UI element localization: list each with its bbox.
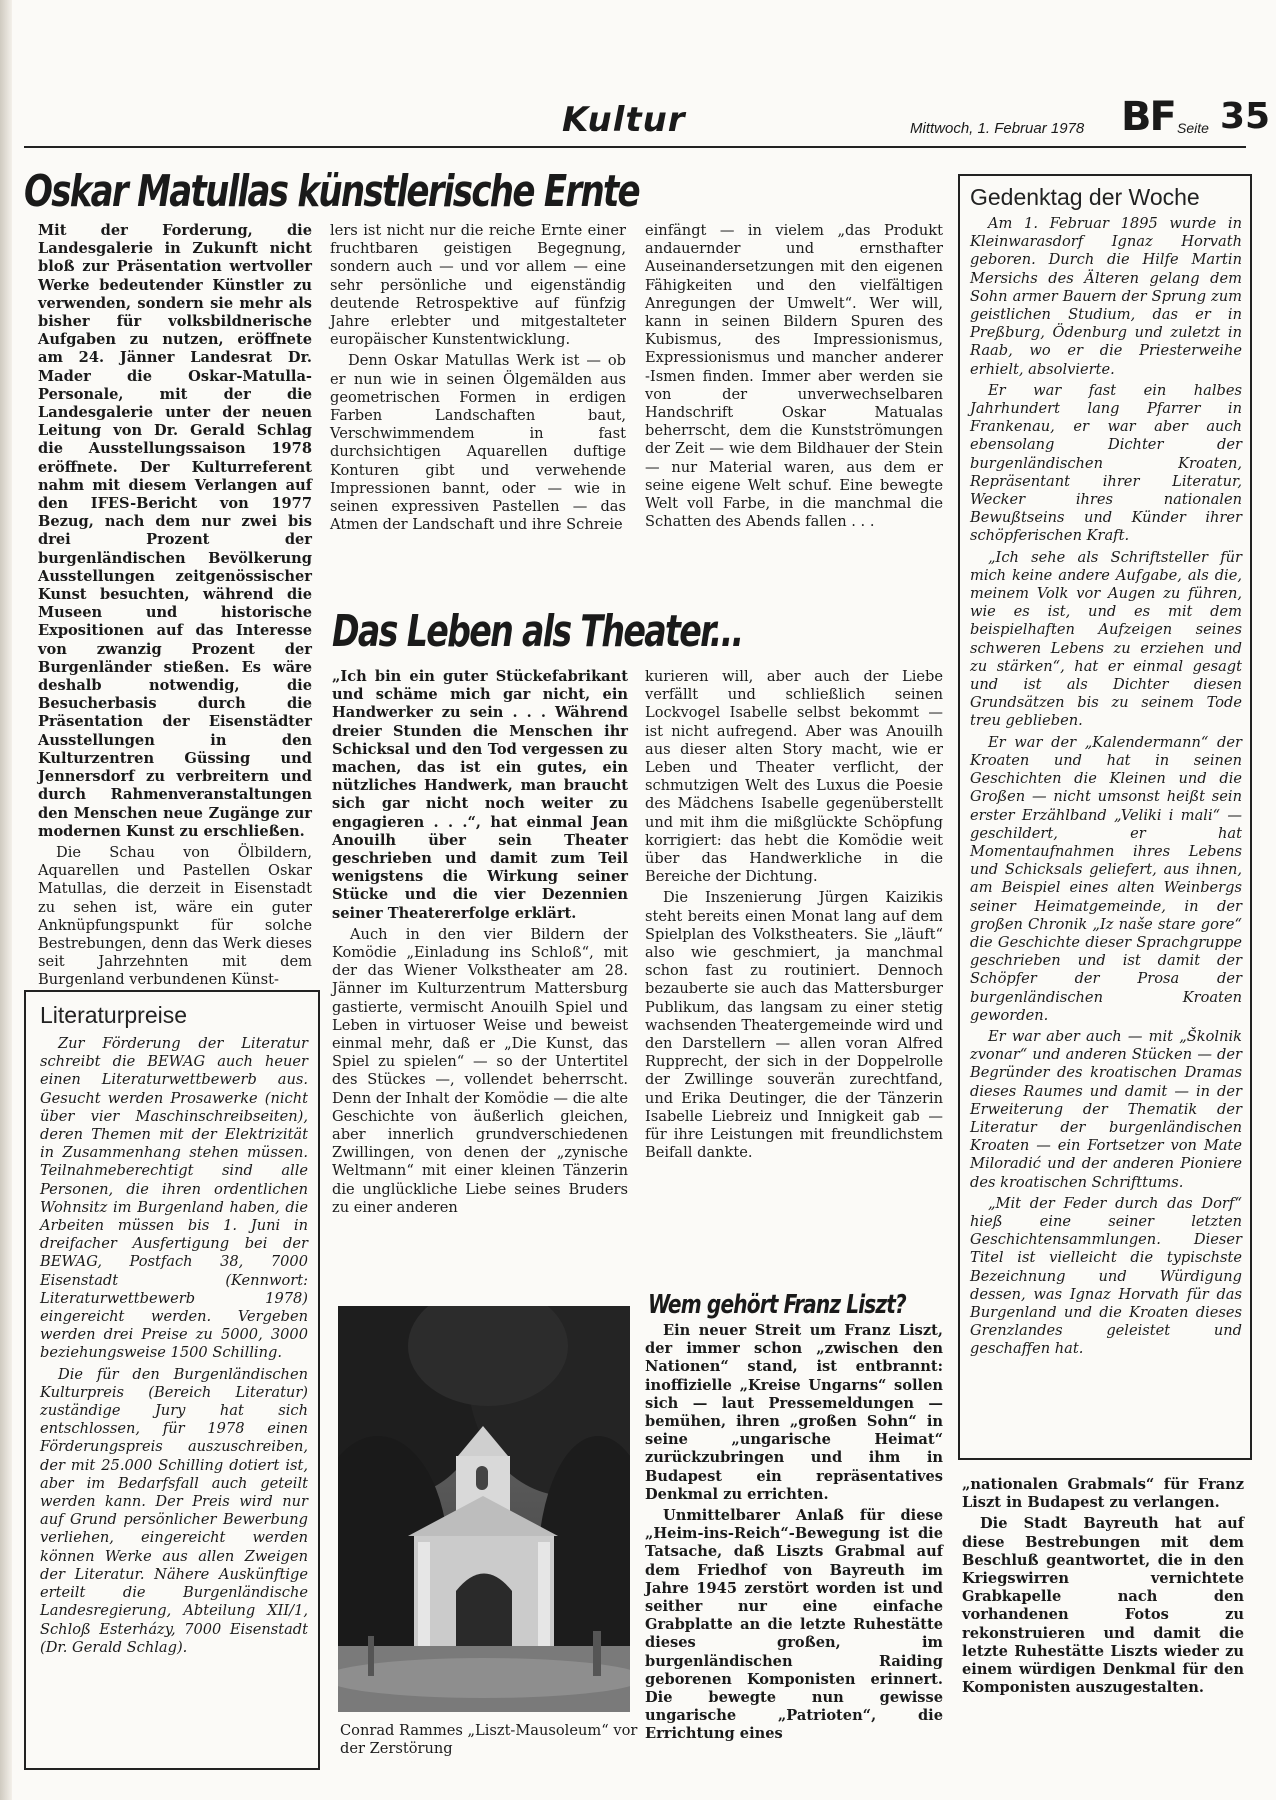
article-paragraph: Die Stadt Bayreuth hat auf diese Bestrebungen mit dem Beschluß geantwortet, die in den Kriegswirren vernichtete Grabkapelle nach den vorhandenen Fotos zu rekonstruieren und damit die letzte Ruhestätte Liszts wieder zu einem würdigen Denkmal für den Komponisten auszugestalten. <box>962 1515 1244 1697</box>
article-matulla-column-2 <box>330 222 626 537</box>
article-paragraph: Die Schau von Ölbildern, Aquarellen und Pastellen Oskar Matullas, die derzeit in Eisenstadt zu sehen ist, wäre ein guter Anknüpfungspunkt für solche Bestrebungen, denn das Werk dieses seit Jahrzehnten mit dem Burgenland verbundenen Künst- <box>38 843 312 989</box>
box-paragraph: „Ich sehe als Schriftsteller für mich keine andere Aufgabe, als die, meinem Volk vor Augen zu führen, wie es ist, und es mit dem beispielhaften Aufzeigen seines schweren Lebens zu erziehen und zu stärken“, hat er einmal gesagt und ist als Dichter diesen Grundsätzen bis zu seinem Tode treu geblieben. <box>970 548 1242 730</box>
box-paragraph: Die für den Burgenländischen Kulturpreis (Bereich Literatur) zuständige Jury hat sich entschlossen, für 1978 einen Förderungspreis auszuschreiben, der mit 25.000 Schilling dotiert ist, aber im Bedarfsfall auch geteilt werden kann. Der Preis wird nur auf Grund persönlicher Bewerbung verliehen, eingereicht werden können Werke aus allen Zweigen der Literatur. Nähere Auskünftige erteilt die Burgenländische Landesregierung, Abteilung XII/1, Schloß Esterházy, 7000 Eisenstadt (Dr. Gerald Schlag). <box>40 1365 308 1656</box>
box-paragraph: Er war aber auch — mit „Školnik zvonar“ und anderen Stücken — der Begründer des kroatischen Dramas dieses Raumes und damit — in der Erweiterung der Thematik der Literatur der burgenländischen Kroaten — ein Fortsetzer von Mate Miloradić und der anderen Pioniere des kroatischen Schrifttums. <box>970 1027 1242 1191</box>
scan-edge <box>0 0 12 1800</box>
gedenktag-text <box>960 215 1250 1359</box>
article-theater-column-2 <box>645 668 943 1165</box>
box-paragraph: Zur Förderung der Literatur schreibt die BEWAG auch heuer einen Literaturwettbewerb aus. Gesucht werden Prosawerke (nicht über vier Maschinschreibseiten), deren Themen mit der Elektrizität in Zusammenhang stehen müssen. Teilnahmeberechtigt sind alle Personen, die ihren ordentlichen Wohnsitz im Burgenland haben, die Arbeiten müssen bis 1. Juni in dreifacher Ausfertigung bei der BEWAG, Postfach 38, 7000 Eisenstadt (Kennwort: Literaturwettbewerb 1978) eingereicht werden. Vergeben werden drei Preise zu 5000, 3000 beziehungsweise 1500 Schilling. <box>40 1035 308 1362</box>
literaturpreise-box <box>24 990 320 1770</box>
article-paragraph: lers ist nicht nur die reiche Ernte einer fruchtbaren geistigen Begegnung, sondern auch — und vor allem — eine sehr persönliche und eigenständig deutende Retrospektive auf fünfzig Jahre erlebter und mitgestalteter europäischer Kunstentwicklung. <box>330 222 626 349</box>
article-headline-matulla: Oskar Matullas künstlerische Ernte <box>24 166 639 217</box>
article-paragraph: Denn Oskar Matullas Werk ist — ob er nun wie in seinen Ölgemälden aus geometrischen Formen in erdigen Farben Landschaften baut, Verschwimmendem in fast durchsichtigen Aquarellen duftige Konturen gibt und verwehende Impressionen bannt, oder — wie in seinen expressiven Pastellen — das Atmen der Landschaft und ihre Schreie <box>330 352 626 534</box>
article-paragraph: „Ich bin ein guter Stückefabrikant und schäme mich gar nicht, ein Handwerker zu sein . . . Während dreier Stunden die Menschen ihr Schicksal und den Tod vergessen zu machen, das ist ein gutes, ein nützliches Handwerk, man braucht sich gar nicht noch weiter zu engagieren . . .“, hat einmal Jean Anouilh über sein Theater geschrieben und damit zum Teil wenigstens die Wirkung seiner Stücke und die vier Dezennien seiner Theatererfolge erklärt. <box>332 668 628 922</box>
article-paragraph: „nationalen Grabmals“ für Franz Liszt in Budapest zu verlangen. <box>962 1476 1244 1512</box>
newspaper-logo: BF <box>1121 94 1175 140</box>
section-title: Kultur <box>562 100 686 140</box>
liszt-mausoleum-photo <box>338 1306 630 1712</box>
article-matulla-column-3 <box>645 222 943 534</box>
article-headline-theater: Das Leben als Theater... <box>332 606 743 657</box>
box-paragraph: Er war der „Kalendermann“ der Kroaten und hat in seinen Geschichten die Kleinen und die Großen — nicht umsonst heißt sein erster Erzählband „Veliki i mali“ — geschildert, er hat Momentaufnahmen ihres Lebens und Schicksals geliefert, aus ihnen, am Beispiel eines alten Weinbergs seiner Heimatgemeinde, in der großen Chronik „Iz naše stare gore“ die Geschichte dieser Sprachgruppe geschrieben und ist damit der Schöpfer der Prosa der burgenländischen Kroaten geworden. <box>970 733 1242 1024</box>
article-paragraph: kurieren will, aber auch der Liebe verfällt und schließlich seinen Lockvogel Isabelle selbst bekommt — ist nicht aufregend. Aber was Anouilh aus dieser alten Story macht, wie er Leben und Theater verflicht, der schmutzigen Welt des Luxus die Poesie des Mädchens Isabelle gegenüberstellt und mit ihm die mißglückte Schöpfung korrigiert: das hebt die Komödie weit über das Handwerkliche in die Bereiche der Dichtung. <box>645 668 943 886</box>
article-paragraph: einfängt — in vielem „das Produkt andauernder und ernsthafter Auseinandersetzungen mit den eigenen Fähigkeiten und den vielfältigen Anregungen der Umwelt“. Wer will, kann in seinen Bildern Spuren des Kubismus, des Impressionismus, Expressionismus und mancher anderer -Ismen finden. Immer aber werden sie von der unverwechselbaren Handschrift Oskar Matualas beherrscht, dem die Kunstströmungen der Zeit — wie dem Bildhauer der Stein — nur Material waren, aus dem er seine eigene Welt schuf. Eine bewegte Welt voll Farbe, in die manchmal die Schatten des Abends fallen . . . <box>645 222 943 531</box>
box-title: Gedenktag der Woche <box>970 184 1200 210</box>
literaturpreise-text <box>26 1035 318 1657</box>
mausoleum-illustration <box>338 1306 630 1712</box>
article-headline-liszt: Wem gehört Franz Liszt? <box>648 1290 906 1320</box>
box-paragraph: „Mit der Feder durch das Dorf“ hieß eine seiner letzten Geschichtensammlungen. Dieser Titel ist vielleicht die typischste Bezeichnung und Würdigung dessen, was Ignaz Horvath für das Burgenland und die Kroaten dieses Grenzlandes geleistet und geschaffen hat. <box>970 1194 1242 1358</box>
box-paragraph: Er war fast ein halbes Jahrhundert lang Pfarrer in Frankenau, er war aber auch ebensolang Dichter der burgenländischen Kroaten, Repräsentant ihrer Literatur, Wecker ihres nationalen Bewußtseins und Künder ihrer schöpferischen Kraft. <box>970 381 1242 545</box>
article-theater-column-1 <box>332 668 628 1220</box>
article-paragraph: Ein neuer Streit um Franz Liszt, der immer schon „zwischen den Nationen“ stand, ist entbrannt: inoffizielle „Kreise Ungarns“ sollen sich — laut Pressemeldungen — bemühen, ihren „großen Sohn“ in seine „ungarische Heimat“ zurückzubringen und ihm in Budapest ein repräsentatives Denkmal zu errichten. <box>645 1322 943 1503</box>
box-title: Literaturpreise <box>40 1002 188 1028</box>
article-paragraph: Auch in den vier Bildern der Komödie „Einladung ins Schloß“, mit der das Wiener Volkstheater am 28. Jänner im Kulturzentrum Mattersburg gastierte, vermischt Anouilh Spiel und Leben in virtuoser Weise und beweist einmal mehr, daß er „Die Kunst, das Spiel zu spielen“ — so der Untertitel des Stückes —, vollendet beherrscht. Denn der Inhalt der Komödie — die alte Geschichte von äußerlich gleichen, aber innerlich grundverschiedenen Zwillingen, von denen der „zynische Weltmann“ mit einer kleinen Tänzerin die unglückliche Liebe seines Bruders zu einer anderen <box>332 925 628 1216</box>
photo-caption: Conrad Rammes „Liszt-Mausoleum“ vor der Zerstörung <box>340 1722 638 1757</box>
article-liszt-column-1 <box>645 1322 943 1747</box>
article-paragraph: Mit der Forderung, die Landesgalerie in Zukunft nicht bloß zur Präsentation wertvoller Werke bedeutender Künstler zu verwenden, sondern sie mehr als bisher für volksbildnerische Aufgaben zu nutzen, eröffnete am 24. Jänner Landesrat Dr. Mader die Oskar-Matulla-Personale, mit der die Landesgalerie unter der neuen Leitung von Dr. Gerald Schlag die Ausstellungssaison 1978 eröffnete. Der Kulturreferent nahm mit diesem Verlangen auf den IFES-Bericht von 1977 Bezug, nach dem nur zwei bis drei Prozent der burgenländischen Bevölkerung Ausstellungen zeitgenössischer Kunst besuchten, während die Museen und historische Expositionen auf das Interesse von zwanzig Prozent der Burgenländer stießen. Es wäre deshalb notwendig, die Besucherbasis durch die Präsentation der Eisenstädter Ausstellungen in den Kulturzentren Güssing und Jennersdorf zu verbreitern und durch Rahmenveranstaltungen den Menschen neue Zugänge zur modernen Kunst zu erschließen. <box>38 222 312 840</box>
article-liszt-column-2 <box>962 1476 1244 1700</box>
page-label: Seite <box>1177 120 1209 136</box>
page-number: 35 <box>1220 96 1271 137</box>
article-matulla-column-1 <box>38 222 312 993</box>
article-paragraph: Die Inszenierung Jürgen Kaizikis steht bereits einen Monat lang auf dem Spielplan des Volkstheaters. Sie „läuft“ also wie geschmiert, ja manchmal schon fast zu routiniert. Dennoch bezauberte sie auch das Mattersburger Publikum, das langsam zu einer stetig wachsenden Theatergemeinde wird und den Darstellern — allen voran Alfred Rupprecht, der sich in der Doppelrolle der Zwillinge souverän zurechtfand, und Erika Deutinger, die der Tänzerin Isabelle Liebreiz und Innigkeit gab — für ihre Leistungen mit freundlichstem Beifall dankte. <box>645 889 943 1162</box>
box-paragraph: Am 1. Februar 1895 wurde in Kleinwarasdorf Ignaz Horvath geboren. Durch die Hilfe Martin Mersichs des Älteren gelang dem Sohn armer Bauern der Sprung zum geistlichen Studium, das er in Preßburg, Ödenburg und zuletzt in Raab, wo er die Priesterweihe erhielt, absolvierte. <box>970 215 1242 378</box>
issue-date: Mittwoch, 1. Februar 1978 <box>910 120 1085 137</box>
page-header <box>24 90 1271 148</box>
gedenktag-box <box>958 174 1252 1460</box>
article-paragraph: Unmittelbarer Anlaß für diese „Heim-ins-Reich“-Bewegung ist die Tatsache, daß Liszts Grabmal auf dem Friedhof von Bayreuth im Jahre 1945 zerstört worden ist und seither nur eine einfache Grabplatte an die letzte Ruhestätte dieses großen, im burgenländischen Raiding geborenen Komponisten erinnert. Die bewegte nun gewisse ungarische „Patrioten“, die Errichtung eines <box>645 1507 943 1743</box>
